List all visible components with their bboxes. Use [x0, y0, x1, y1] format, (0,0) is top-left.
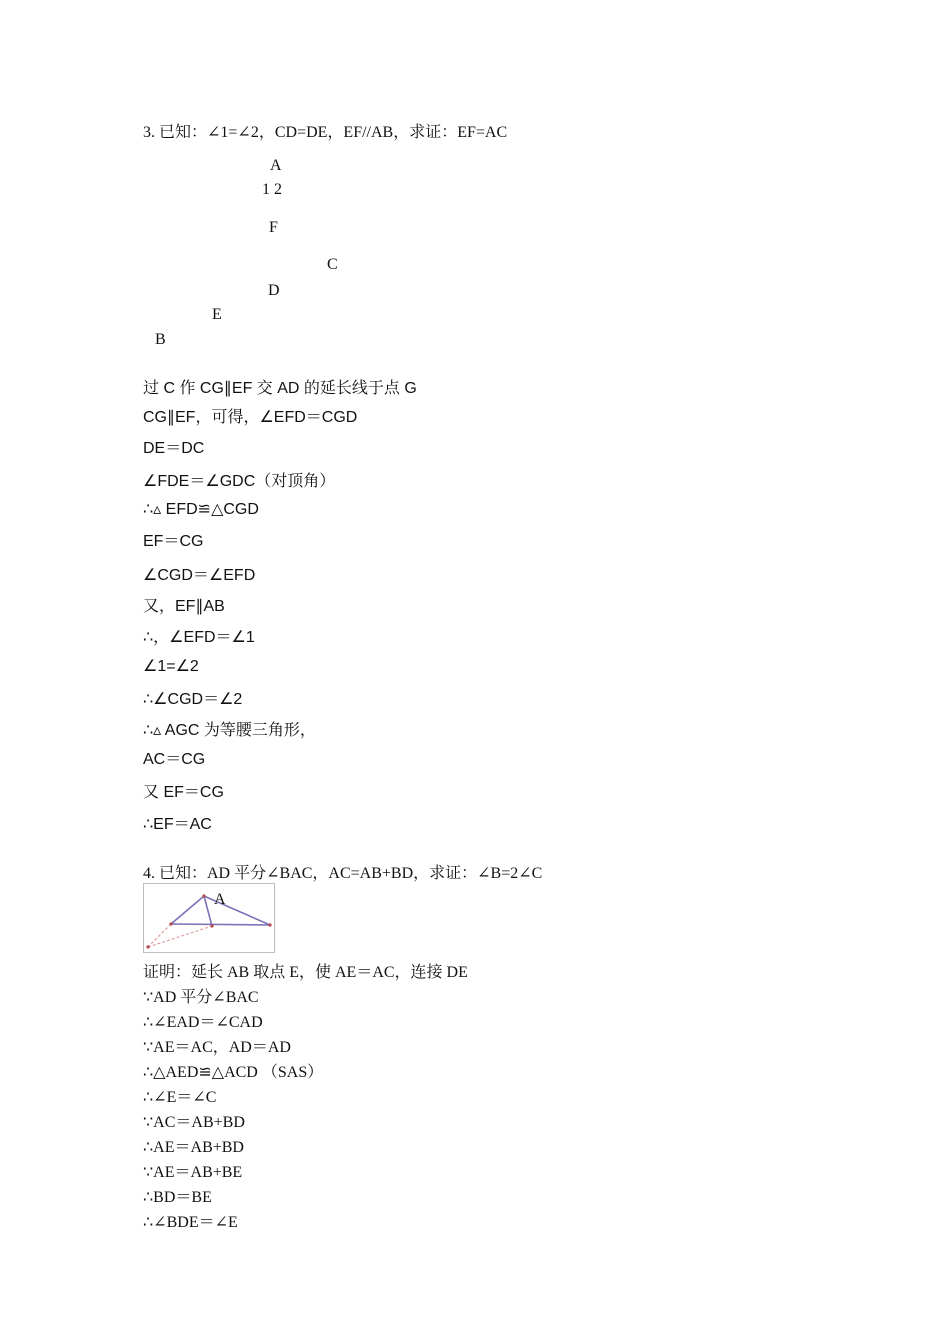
proof3-line: DE＝DC: [143, 440, 205, 457]
triangle-figure-icon: [144, 884, 274, 952]
proof3-line: ∠1=∠2: [143, 658, 199, 675]
proof3-line: ∠CGD＝∠EFD: [143, 567, 256, 584]
proof4-line: ∴BD＝BE: [143, 1189, 212, 1206]
proof4-line: ∴∠BDE＝∠E: [143, 1214, 238, 1231]
figure-label-angles: 1 2: [262, 181, 282, 198]
proof4-line: ∵AD 平分∠BAC: [143, 989, 259, 1006]
proof4-line: ∴AE＝AB+BD: [143, 1139, 244, 1156]
figure-label-e: E: [212, 306, 222, 323]
proof3-line: 又 EF＝CG: [143, 784, 224, 801]
proof4-line: ∴△AED≌△ACD （SAS）: [143, 1064, 324, 1081]
figure-segment: [171, 896, 204, 924]
proof3-line: 又，EF∥AB: [143, 598, 225, 615]
proof3-line: CG∥EF，可得，∠EFD＝CGD: [143, 409, 358, 426]
proof3-line: AC＝CG: [143, 751, 206, 768]
figure-point: [210, 924, 213, 927]
proof4-line: ∵AE＝AC，AD＝AD: [143, 1039, 291, 1056]
figure-dashed-segment: [148, 926, 212, 947]
proof3-line: ∴∠CGD＝∠2: [143, 691, 243, 708]
proof3-line: EF＝CG: [143, 533, 204, 550]
proof3-line: ∠FDE＝∠GDC（对顶角）: [143, 473, 336, 490]
figure-label-f: F: [269, 219, 278, 236]
proof3-line: ∴▵ AGC 为等腰三角形，: [143, 722, 316, 739]
proof3-line: 过 C 作 CG∥EF 交 AD 的延长线于点 G: [143, 380, 417, 397]
figure-label-d: D: [268, 282, 280, 299]
figure-point: [169, 922, 172, 925]
proof3-line: ∴，∠EFD＝∠1: [143, 629, 255, 646]
proof4-line: ∵AC＝AB+BD: [143, 1114, 245, 1131]
figure-label-a: A: [270, 157, 282, 174]
problem4-statement: 4. 已知：AD 平分∠BAC，AC=AB+BD，求证：∠B=2∠C: [143, 865, 543, 882]
figure-label-b: B: [155, 331, 166, 348]
figure-point: [146, 945, 149, 948]
figure-label-c: C: [327, 256, 338, 273]
proof4-line: 证明：延长 AB 取点 E，使 AE＝AC，连接 DE: [143, 964, 468, 981]
problem4-figure: [143, 883, 275, 953]
proof4-line: ∴∠EAD＝∠CAD: [143, 1014, 263, 1031]
figure-segment: [204, 896, 212, 926]
problem3-statement: 3. 已知：∠1=∠2，CD=DE，EF//AB，求证：EF=AC: [143, 124, 508, 141]
figure-segment: [171, 924, 270, 925]
figure-label-a: A: [214, 891, 226, 908]
proof3-line: ∴▵ EFD≌△CGD: [143, 501, 259, 518]
proof3-line: ∴EF＝AC: [143, 816, 212, 833]
figure-point: [268, 923, 271, 926]
proof4-line: ∴∠E＝∠C: [143, 1089, 217, 1106]
proof4-line: ∵AE＝AB+BE: [143, 1164, 243, 1181]
figure-point: [202, 894, 205, 897]
